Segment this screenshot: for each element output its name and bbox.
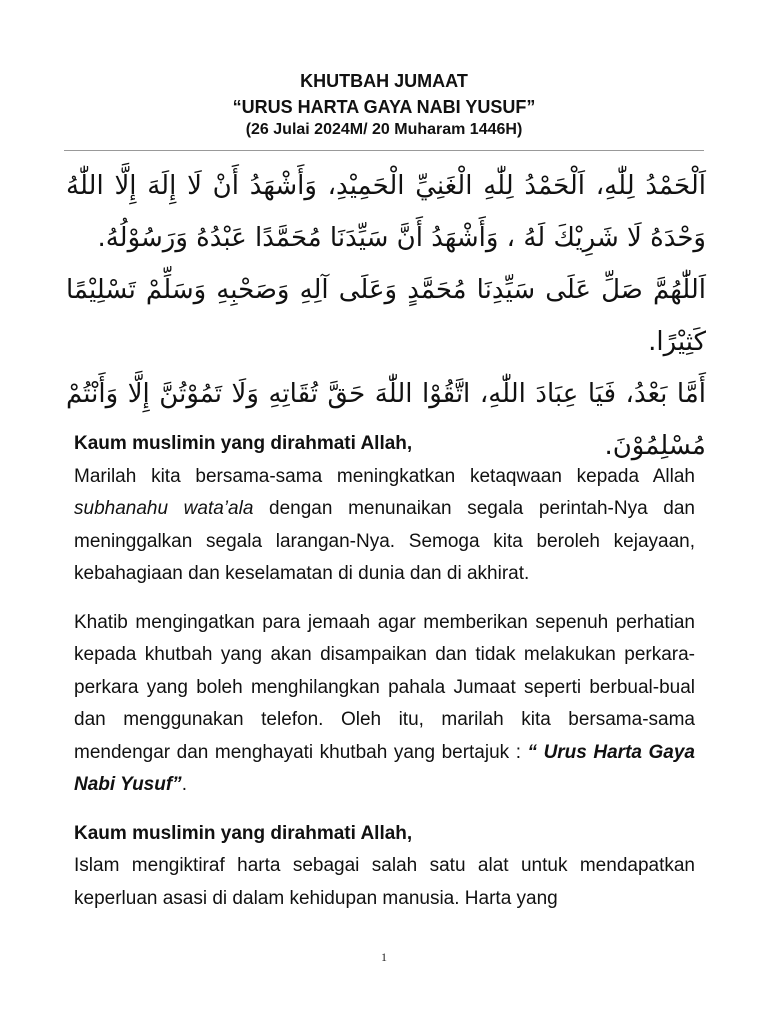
page-number: 1	[381, 950, 387, 964]
paragraph-spacer	[74, 591, 695, 607]
header-divider	[64, 150, 704, 151]
section-heading: Kaum muslimin yang dirahmati Allah,	[74, 433, 413, 454]
paragraph-text: .	[181, 774, 187, 795]
paragraph	[74, 461, 695, 591]
section-heading: Kaum muslimin yang dirahmati Allah,	[74, 822, 413, 844]
arabic-praise-line: اَلْحَمْدُ لِلّٰهِ، اَلْحَمْدُ لِلّٰهِ الْغَنِيِّ الْحَمِيْدِ، وَأَشْهَدُ أَنْ لَا إِلَهَ إِلَّا اللّٰهُ وَحْدَهُ لَا شَرِيْكَ لَهُ ، وَأَشْهَدُ أَنَّ سَيِّدَنَا مُحَمَّدًا عَبْدُهُ وَرَسُوْلُهُ.	[66, 171, 706, 253]
sermon-topic: “URUS HARTA GAYA NABI YUSUF”	[232, 97, 536, 117]
paragraph-text: Marilah kita bersama-sama meningkatkan ketaqwaan kepada Allah	[74, 465, 695, 487]
arabic-taqwa-line: أَمَّا بَعْدُ، فَيَا عِبَادَ اللّٰهِ، اتَّقُوْا اللّٰهَ حَقَّ تُقَاتِهِ وَلَا تَمُوْتُنَّ إِلَّا وَأَنْتُمْ مُسْلِمُوْنَ.	[66, 379, 706, 461]
paragraph-spacer	[74, 802, 695, 818]
paragraph-text: Khatib mengingatkan para jemaah agar memberikan sepenuh perhatian kepada khutbah yang akan disampaikan dan tidak melakukan perkara-perkara yang boleh menghilangkan pahala Jumaat seperti berbual-bual dan menggunakan telefon. Oleh itu, marilah kita bersama-sama mendengar dan menghayati khutbah yang bertajuk :	[74, 611, 695, 763]
paragraph	[74, 607, 695, 802]
document-header	[0, 68, 768, 140]
arabic-opening	[66, 160, 706, 472]
sermon-title-quote: “ Urus Harta Gaya Nabi Yusuf”	[74, 741, 695, 795]
arabic-salawat-line: اَللّٰهُمَّ صَلِّ عَلَى سَيِّدِنَا مُحَمَّدٍ وَعَلَى آلِهِ وَصَحْبِهِ وَسَلِّمْ تَسْلِيْمًا كَثِيْرًا.	[66, 275, 706, 357]
document-title: KHUTBAH JUMAAT	[300, 71, 468, 91]
sermon-body	[74, 428, 695, 915]
sermon-date: (26 Julai 2024M/ 20 Muharam 1446H)	[245, 121, 523, 138]
italic-phrase: subhanahu wata’ala	[74, 498, 254, 519]
paragraph: Islam mengiktiraf harta sebagai salah satu alat untuk mendapatkan keperluan asasi di dalam kehidupan manusia. Harta yang	[74, 855, 695, 909]
paragraph-text: dengan menunaikan segala perintah-Nya dan meninggalkan segala larangan-Nya. Semoga kita beroleh kejayaan, kebahagiaan dan keselamatan di dunia dan di akhirat.	[74, 498, 695, 584]
